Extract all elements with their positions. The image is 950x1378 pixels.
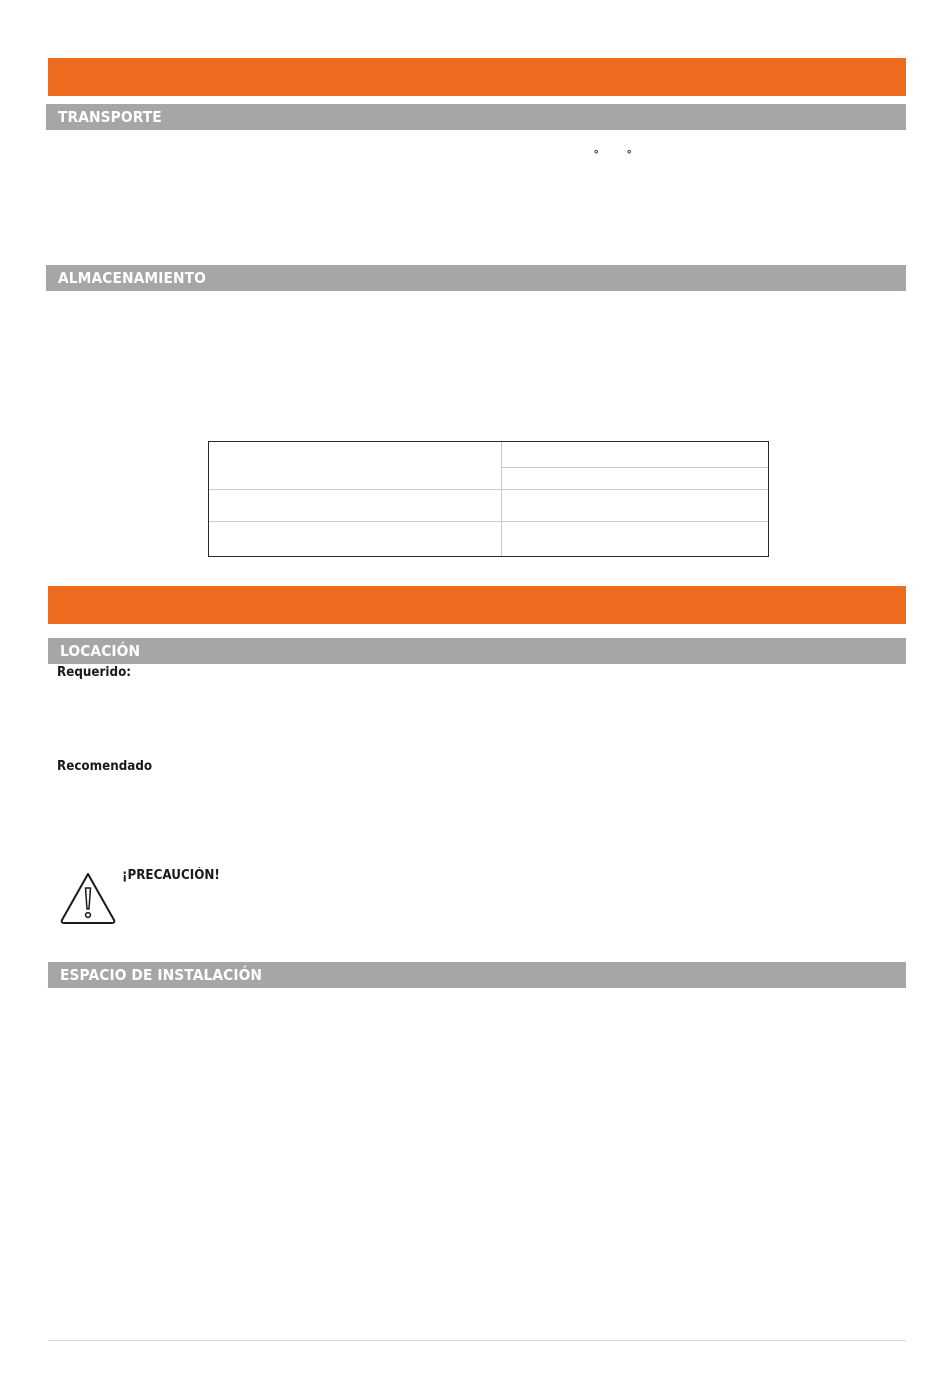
table-row-divider (209, 489, 768, 490)
section-header-transporte (46, 104, 906, 130)
requerido-label: Requerido: (57, 665, 132, 680)
section-title: TRANSPORTE (58, 108, 162, 126)
table-column-divider (501, 442, 502, 556)
section-title: ALMACENAMIENTO (58, 269, 206, 287)
recomendado-label: Recomendado (57, 759, 153, 774)
table-row-divider (209, 521, 768, 522)
warning-triangle-icon (58, 870, 118, 926)
degree-symbol: ° (594, 149, 599, 161)
section-header-locacion (48, 638, 906, 664)
storage-table (208, 441, 769, 557)
section-header-almacenamiento (46, 265, 906, 291)
degree-symbol: ° (627, 149, 632, 161)
caution-label: ¡PRECAUCIÓN! (122, 868, 220, 883)
chapter-header-bar (48, 586, 906, 624)
section-title: ESPACIO DE INSTALACIÓN (60, 966, 263, 984)
chapter-header-bar (48, 58, 906, 96)
section-title: LOCACIÓN (60, 642, 141, 660)
section-header-espacio-instalacion (48, 962, 906, 988)
footer-divider (48, 1340, 906, 1341)
table-row-divider (501, 467, 768, 468)
